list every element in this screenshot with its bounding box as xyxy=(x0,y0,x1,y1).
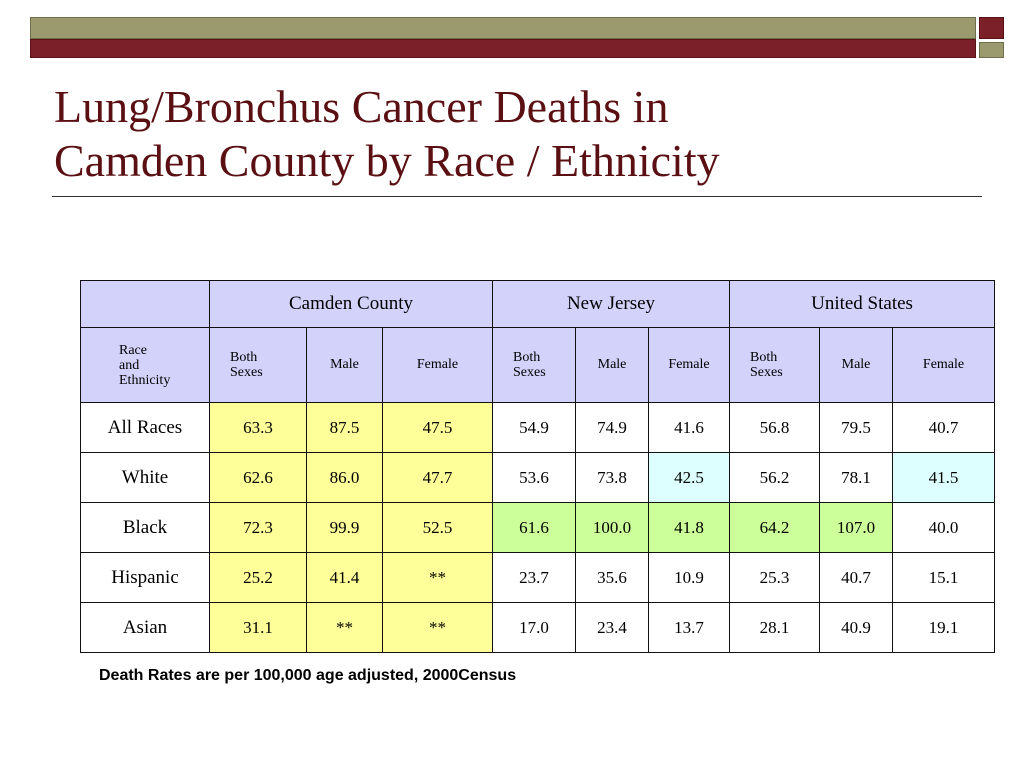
table-cell: 99.9 xyxy=(307,503,383,553)
row-label: White xyxy=(81,453,210,503)
row-header-line-3: Ethnicity xyxy=(119,372,171,388)
page-title xyxy=(54,80,984,188)
row-label: All Races xyxy=(81,403,210,453)
sub-header-nj-male: Male xyxy=(576,328,649,403)
both-line-2: Sexes xyxy=(750,365,783,380)
table-cell: 61.6 xyxy=(493,503,576,553)
table-cell: 100.0 xyxy=(576,503,649,553)
table-cell: 107.0 xyxy=(820,503,893,553)
table-cell: 19.1 xyxy=(893,603,995,653)
title-line-2: Camden County by Race / Ethnicity xyxy=(54,135,720,186)
sub-header-nj-both xyxy=(493,328,576,403)
table-cell: 28.1 xyxy=(730,603,820,653)
both-line-1: Both xyxy=(513,350,541,365)
table-cell: 47.5 xyxy=(383,403,493,453)
both-line-2: Sexes xyxy=(513,365,546,380)
decor-bar-bottom xyxy=(30,39,976,58)
both-line-1: Both xyxy=(230,350,258,365)
group-header-united-states: United States xyxy=(730,281,995,328)
table-cell: 54.9 xyxy=(493,403,576,453)
table-cell: 62.6 xyxy=(210,453,307,503)
death-rates-table xyxy=(80,280,995,653)
table-row-hispanic xyxy=(81,553,995,603)
table-cell: 72.3 xyxy=(210,503,307,553)
table-cell: 41.4 xyxy=(307,553,383,603)
sub-header-camden-both xyxy=(210,328,307,403)
footnote: Death Rates are per 100,000 age adjusted, 2000Census xyxy=(99,667,517,684)
row-header-race-ethnicity xyxy=(81,328,210,403)
table-cell: 25.2 xyxy=(210,553,307,603)
table-row-black xyxy=(81,503,995,553)
table-cell: 47.7 xyxy=(383,453,493,503)
table-cell: 78.1 xyxy=(820,453,893,503)
table-row-all-races xyxy=(81,403,995,453)
row-header-line-2: and xyxy=(119,357,140,373)
decor-square-top xyxy=(979,17,1004,39)
table-cell: 53.6 xyxy=(493,453,576,503)
corner-cell xyxy=(81,281,210,328)
table-cell: 15.1 xyxy=(893,553,995,603)
group-header-row xyxy=(81,281,995,328)
group-header-camden: Camden County xyxy=(210,281,493,328)
table-cell: 73.8 xyxy=(576,453,649,503)
table-cell: 23.4 xyxy=(576,603,649,653)
table-cell: 40.0 xyxy=(893,503,995,553)
table-cell: 17.0 xyxy=(493,603,576,653)
both-line-2: Sexes xyxy=(230,365,263,380)
table-cell: 52.5 xyxy=(383,503,493,553)
table-cell: 40.7 xyxy=(820,553,893,603)
table-cell: ** xyxy=(307,603,383,653)
table-cell: 25.3 xyxy=(730,553,820,603)
table-row-white xyxy=(81,453,995,503)
table-cell: 10.9 xyxy=(649,553,730,603)
table-row-asian xyxy=(81,603,995,653)
both-line-1: Both xyxy=(750,350,778,365)
table-cell: 41.5 xyxy=(893,453,995,503)
table-cell: 31.1 xyxy=(210,603,307,653)
sub-header-camden-male: Male xyxy=(307,328,383,403)
decor-bar-top xyxy=(30,17,976,39)
table-cell: 79.5 xyxy=(820,403,893,453)
table-cell: 87.5 xyxy=(307,403,383,453)
sub-header-row xyxy=(81,328,995,403)
decor-square-bottom xyxy=(979,42,1004,58)
sub-header-nj-female: Female xyxy=(649,328,730,403)
table-cell: 56.2 xyxy=(730,453,820,503)
table-cell: 35.6 xyxy=(576,553,649,603)
row-label: Hispanic xyxy=(81,553,210,603)
row-label: Asian xyxy=(81,603,210,653)
group-header-new-jersey: New Jersey xyxy=(493,281,730,328)
sub-header-camden-female: Female xyxy=(383,328,493,403)
row-header-line-1: Race xyxy=(119,342,147,358)
table-cell: ** xyxy=(383,603,493,653)
table-cell: 23.7 xyxy=(493,553,576,603)
table-cell: 64.2 xyxy=(730,503,820,553)
table-cell: 40.7 xyxy=(893,403,995,453)
table-cell: 40.9 xyxy=(820,603,893,653)
table-cell: 56.8 xyxy=(730,403,820,453)
sub-header-us-both xyxy=(730,328,820,403)
sub-header-us-male: Male xyxy=(820,328,893,403)
table-cell: ** xyxy=(383,553,493,603)
table-cell: 41.8 xyxy=(649,503,730,553)
table-cell: 74.9 xyxy=(576,403,649,453)
table-cell: 13.7 xyxy=(649,603,730,653)
row-label: Black xyxy=(81,503,210,553)
table-cell: 42.5 xyxy=(649,453,730,503)
title-divider xyxy=(52,196,982,197)
title-line-1: Lung/Bronchus Cancer Deaths in xyxy=(54,81,669,132)
sub-header-us-female: Female xyxy=(893,328,995,403)
table-cell: 63.3 xyxy=(210,403,307,453)
table-cell: 41.6 xyxy=(649,403,730,453)
table-cell: 86.0 xyxy=(307,453,383,503)
